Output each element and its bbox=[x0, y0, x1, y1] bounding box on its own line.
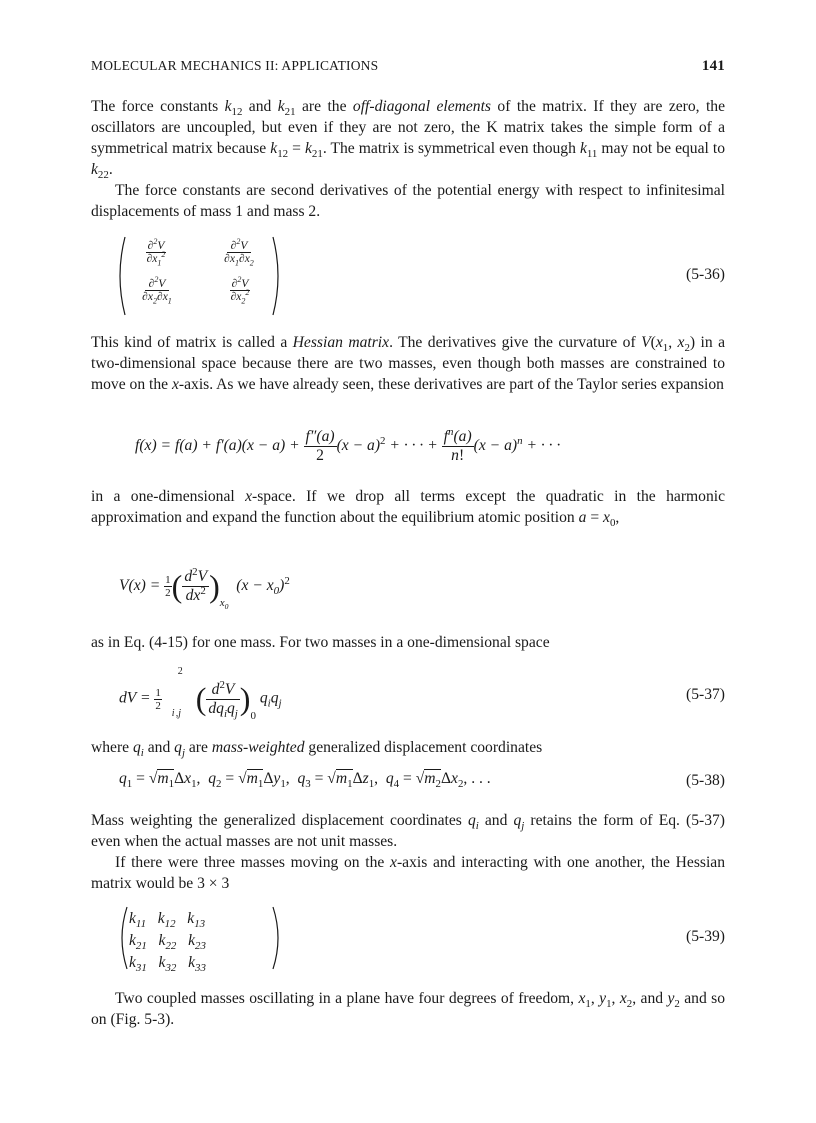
paragraph-second-derivatives: The force constants are second derivatives of the potential energy with respect to infinitesimal displacements of mass 1 and mass 2. bbox=[91, 182, 725, 220]
paragraph-hessian: This kind of matrix is called a Hessian matrix. The derivatives give the curvature of $V(x_1$, $x_2$) in a two-dimensional space because there are two masses, even though both masses are constrained to move on the x-axis. As we have already seen, these derivatives are part of the Taylor series expansion bbox=[91, 334, 725, 393]
right-paren bbox=[271, 906, 283, 970]
paragraph-mass-weighted: where $q_i$ and $q_j$ are mass-weighted generalized displacement coordinates bbox=[91, 739, 543, 760]
equation-5-36 bbox=[91, 234, 725, 318]
paragraph-off-diagonal: The force constants $k_{12}$ and $k_{21}$ are the off-diagonal elements of the matrix. If they are zero, the oscillators are uncoupled, but even if they are not zero, the K matrix takes the simple form of a symmetrical matrix because $k_{12} = k_{21}$. The matrix is symmetrical even though $k_{11}$ may not be equal to $k_{22}$. bbox=[91, 98, 726, 182]
matrix-cell-12: ∂$^2$V $\partial x_1\partial x_2$ bbox=[224, 237, 254, 268]
equation-number-5-36: (5-36) bbox=[686, 266, 725, 283]
equation-5-37: dV = $\frac{1}{2}$ 2 i ,j ( $\frac{d^2V}{dq_iq_j}$ )$_0$ $q_iq_j$ (5-37) bbox=[119, 666, 725, 722]
matrix-3x3-values: $k_{11}$ $k_{12}$ $k_{13}$ $k_{21}$ $k_{22}$ $k_{23}$ $k_{31}$ $k_{32}$ $k_{33}$ bbox=[129, 910, 206, 975]
paragraph-retains-form: Mass weighting the generalized displacement coordinates $q_i$ and $q_j$ retains the form of Eq. (5-37) even when the actual masses are not unit masses. bbox=[91, 812, 726, 850]
right-paren bbox=[271, 236, 283, 316]
equation-number-5-39: (5-39) bbox=[686, 928, 725, 945]
equation-5-39 bbox=[91, 904, 725, 975]
page-number: 141 bbox=[701, 58, 725, 74]
taylor-series-equation: f(x) = f(a) + f′(a)(x − a) + $\frac{f''(a)}{2}$ $(x - a)^2$ + · · · + $\frac{f^n(a)}{n!}$ $(x - a)^n$ + · · · bbox=[135, 425, 561, 464]
harmonic-equation: V(x) = $\frac{1}{2}$ ( $\frac{d^2V}{dx^2}$ )$_{x_0}$ $(x - x_0)^2$ bbox=[119, 565, 290, 612]
matrix-cell-21: ∂$^2$V $\partial x_2\partial x_1$ bbox=[142, 275, 172, 306]
left-paren bbox=[117, 906, 129, 970]
paragraph-three-masses: If there were three masses moving on the x-axis and interacting with one another, the Hessian matrix would be 3 × 3 bbox=[91, 854, 726, 892]
equation-5-38: $q_1 = √m_1\Delta x_1$, $q_2 = √m_1\Delta y_1$, $q_3 = √m_1\Delta z_1$, $q_4 = √m_2\Delta x_2$, . . . (5-38) bbox=[119, 770, 725, 791]
matrix-cell-11: ∂$^2$V $\partial x_1^2$ bbox=[146, 237, 166, 268]
equation-number-5-38: (5-38) bbox=[686, 772, 725, 789]
paragraph-degrees-of-freedom: Two coupled masses oscillating in a plane have four degrees of freedom, $x_1$, $y_1$, $x_2$, and $y_2$ and so on (Fig. 5-3). bbox=[91, 990, 726, 1028]
paragraph-two-masses: as in Eq. (4-15) for one mass. For two masses in a one-dimensional space bbox=[91, 634, 550, 651]
matrix-cell-22: ∂$^2$V $\partial x_2^2$ bbox=[230, 275, 250, 306]
paragraph-harmonic: in a one-dimensional x-space. If we drop all terms except the quadratic in the harmonic approximation and expand the function about the equilibrium atomic position $a = x_0$, bbox=[91, 488, 725, 530]
equation-number-5-37: (5-37) bbox=[686, 686, 725, 703]
left-paren bbox=[115, 236, 127, 316]
running-title: MOLECULAR MECHANICS II: APPLICATIONS bbox=[91, 58, 379, 73]
